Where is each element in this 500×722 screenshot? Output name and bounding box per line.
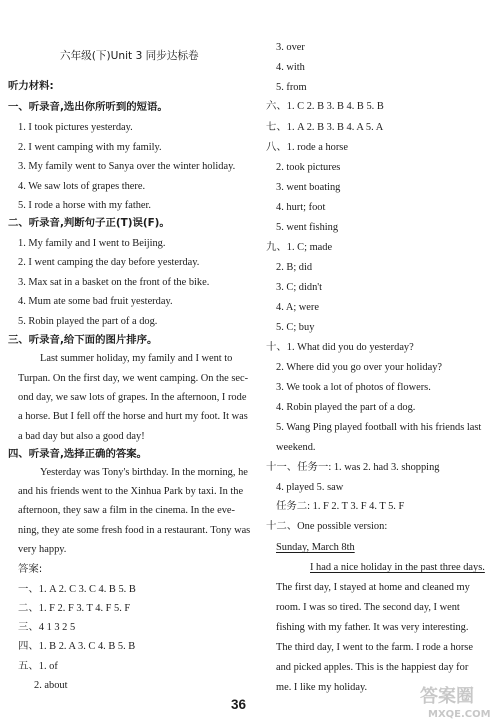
answer-line: 六、1. C 2. B 3. B 4. B 5. B [266, 101, 384, 112]
answer-line: 二、1. F 2. F 3. T 4. F 5. F [18, 603, 131, 614]
answer-line: 4. A; were [276, 302, 319, 313]
answer-line: 3. We took a lot of photos of flowers. [276, 382, 431, 393]
text-line: 3. Max sat in a basket on the front of the bike. [18, 277, 210, 288]
answer-line: 四、1. B 2. A 3. C 4. B 5. B [18, 641, 136, 652]
passage-line: ond day, we saw lots of grapes. In the afternoon, I rode [18, 392, 247, 403]
answer-line: 八、1. rode a horse [266, 142, 348, 153]
watermark-logo [414, 682, 500, 722]
text-line: 1. I took pictures yesterday. [18, 122, 133, 133]
passage-line: very happy. [18, 544, 67, 555]
doc-title: 六年级(下)Unit 3 同步达标卷 [60, 50, 199, 62]
answer-line: 一、1. A 2. C 3. C 4. B 5. B [18, 584, 136, 595]
watermark-subtext: MXQE.COM [428, 709, 491, 720]
answer-line: 十、1. What did you do yesterday? [266, 342, 414, 353]
essay-line: fishing with my father. It was very interesting. [276, 622, 469, 633]
text-line: 5. I rode a horse with my father. [18, 200, 152, 211]
essay-line: and picked apples. This is the happiest day for [276, 662, 469, 673]
passage-line: and his friends went to the Xinhua Park by taxi. In the [18, 486, 244, 497]
answer-line: 2. about [34, 680, 68, 691]
passage-line: Yesterday was Tony's birthday. In the morning, he [40, 467, 248, 478]
answer-line: 5. went fishing [276, 222, 339, 233]
answer-line: 4. played 5. saw [276, 482, 344, 493]
answer-line: 5. from [276, 82, 307, 93]
answer-line: 三、4 1 3 2 5 [18, 622, 76, 633]
text-line: 4. We saw lots of grapes there. [18, 181, 146, 192]
answer-line: 2. took pictures [276, 162, 341, 173]
listening-materials-heading: 听力材料: [8, 80, 54, 92]
text-line: 4. Mum ate some bad fruit yesterday. [18, 296, 173, 307]
section-1-heading: 一、听录音,选出你所听到的短语。 [8, 101, 168, 113]
answer-line: 4. hurt; foot [276, 202, 326, 213]
answer-line: 九、1. C; made [266, 242, 333, 253]
passage-line: Turpan. On the first day, we went camping. On the sec- [18, 373, 249, 384]
essay-line: The first day, I stayed at home and cleaned my [276, 582, 470, 593]
essay-line: The third day, I went to the farm. I rode a horse [276, 642, 473, 653]
answer-line: 4. Robin played the part of a dog. [276, 402, 416, 413]
text-line: 1. My family and I went to Beijing. [18, 238, 166, 249]
text-line: 5. Robin played the part of a dog. [18, 316, 158, 327]
answer-line: 五、1. of [18, 661, 58, 672]
answer-line: 七、1. A 2. B 3. B 4. A 5. A [266, 122, 384, 133]
page-number: 36 [231, 697, 247, 712]
passage-line: Last summer holiday, my family and I went to [40, 353, 233, 364]
watermark-text: 答案圈 [420, 686, 474, 707]
answer-line: 3. C; didn't [276, 282, 323, 293]
passage-line: a horse. But I fell off the horse and hurt my foot. It was [18, 411, 248, 422]
answer-line: 3. over [276, 42, 305, 53]
essay-line: me. I like my holiday. [276, 682, 368, 693]
passage-line: afternoon, they saw a film in the cinema. In the eve- [18, 505, 235, 516]
answer-line: 2. B; did [276, 262, 313, 273]
answer-line: 5. C; buy [276, 322, 315, 333]
passage-line: a bad day but also a good day! [18, 431, 145, 442]
answer-line: 任务二: 1. F 2. T 3. F 4. T 5. F [276, 501, 405, 512]
section-3-heading: 三、听录音,给下面的图片排序。 [8, 334, 158, 346]
section-4-heading: 四、听录音,选择正确的答案。 [8, 448, 148, 460]
passage-line: ning, they ate some fresh food in a restaurant. Tony was [18, 525, 251, 536]
answer-line: 4. with [276, 62, 305, 73]
essay-line: I had a nice holiday in the past three days. [310, 562, 485, 573]
essay-date: Sunday, March 8th [276, 542, 355, 553]
answer-line: 3. went boating [276, 182, 341, 193]
text-line: 2. I went camping with my family. [18, 142, 162, 153]
section-2-heading: 二、听录音,判断句子正(T)误(F)。 [8, 217, 170, 229]
answer-line: 2. Where did you go over your holiday? [276, 362, 443, 373]
answer-line: weekend. [276, 442, 316, 453]
text-line: 2. I went camping the day before yesterday. [18, 257, 200, 268]
answer-line: 5. Wang Ping played football with his friends last [276, 422, 482, 433]
essay-line: room. I was so tired. The second day, I went [276, 602, 460, 613]
text-line: 3. My family went to Sanya over the winter holiday. [18, 161, 236, 172]
answers-heading: 答案: [18, 563, 43, 575]
answer-line: 十二、One possible version: [266, 521, 388, 532]
answer-line: 十一、任务一: 1. was 2. had 3. shopping [266, 462, 440, 473]
